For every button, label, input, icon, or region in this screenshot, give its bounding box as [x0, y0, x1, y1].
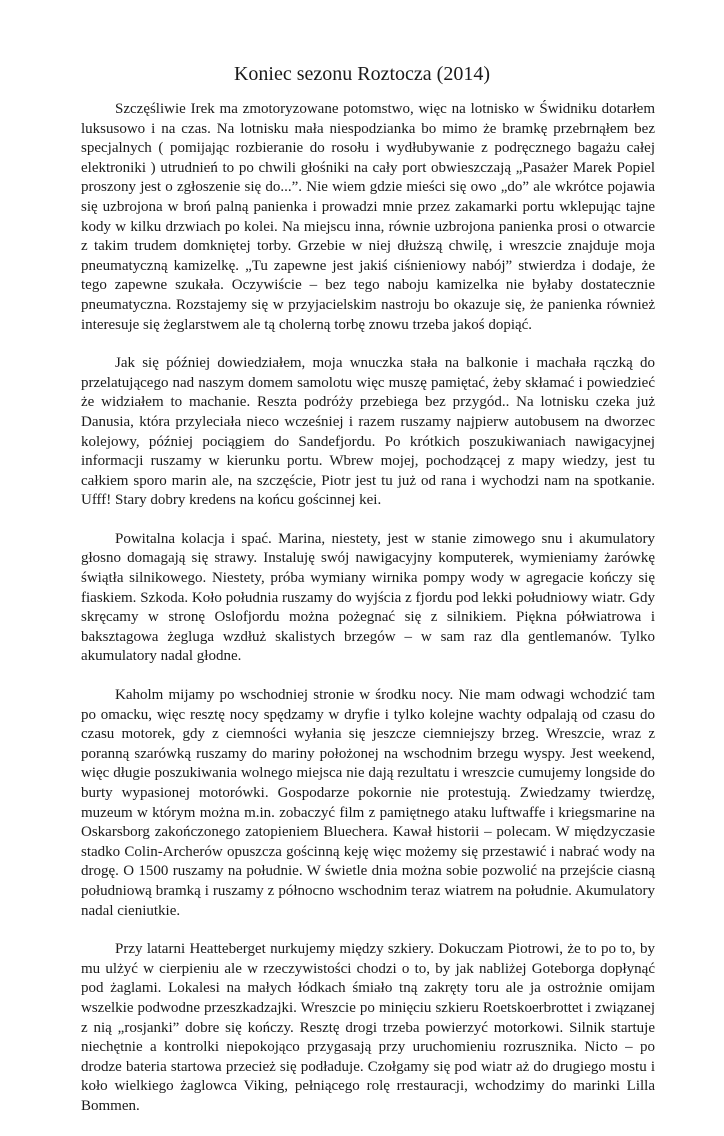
document-title: Koniec sezonu Roztocza (2014) — [233, 63, 490, 85]
paragraph-1: Szczęśliwie Irek ma zmotoryzowane potomstwo, więc na lotnisko w Świdniku dotarłem luksusowo i na czas. Na lotnisku mała niespodzianka bo mimo że bramkę przebrnąłem bez specjalnych ( pomijając rozbieranie do rosołu i wydłubywanie z podręcznego bagażu całej elektroniki ) utrudnień to po chwili głośniki na cały port obwieszczają „Pasażer Marek Popiel proszony jest o zgłoszenie się do...”. Nie wiem gdzie mieści się owo „do” ale wkrótce pojawia się uzbrojona w broń palną panienka i prowadzi mnie przez zakamarki portu wklepując tajne kody w kilku drzwiach po kolei. Na miejscu inna, równie uzbrojona panienka prosi o otwarcie z takim trudem domkniętej torby. Grzebie w niej dłuższą chwilę, i wreszcie znajduje moja pneumatyczną kamizelkę. „Tu zapewne jest jakiś ciśnieniowy nabój” stwierdza i dodaje, że tego zapewne szukała. Oczywiście – bez tego naboju kamizelka nie byłaby dostatecznie pneumatyczna. Rozstajemy się w przyjacielskim nastroju bo okazuje się, że panienka również interesuje się żeglarstwem ale tą cholerną torbę znowu trzeba jakoś dopiąć. — [81, 101, 655, 333]
document-body — [81, 100, 655, 1136]
paragraph-5: Przy latarni Heatteberget nurkujemy między szkiery. Dokuczam Piotrowi, że to po to, by mu ulżyć w cierpieniu ale w rzeczywistości chodzi o to, by jak nabliżej Goteborga dopłynąć pod żaglami. Lokalesi na małych łódkach śmiało tną zakręty toru ale ja ostrożnie omijam wszelkie podwodne przeszkadzajki. Wreszcie po minięciu szkieru Roetskoerbrottet i związanej z nią „rosjanki” dobre się kończy. Resztę drogi trzeba powierzyć motorkowi. Silnik startuje niechętnie a kontrolki niepokojąco przygasają przy uruchomieniu rozrusznika. Nicto – po drodze bateria startowa przecież się podładuje. Czołgamy się pod wiatr aż do drugiego mostu i koło wielkiego żaglowca Viking, pełniącego rolę rrestauracji, wchodzimy do marinki Lilla Bommen. — [81, 941, 655, 1114]
paragraph-3: Powitalna kolacja i spać. Marina, niestety, jest w stanie zimowego snu i akumulatory głosno domagają się strawy. Instaluję swój nawigacyjny komputerek, wymieniamy żarówkę świątła silnikowego. Niestety, próba wymiany wirnika pompy wody w agregacie kończy się fiaskiem. Szkoda. Koło południa ruszamy do wyjścia z fjordu pod lekki południowy wiatr. Gdy skręcamy w stronę Oslofjordu można pożegnać się z silnikiem. Piękna półwiatrowa i baksztagowa żegluga wzdłuż skalistych brzegów – w sam raz dla gentlemanów. Tylko akumulatory nadal głodne. — [81, 530, 655, 665]
paragraph-4: Kaholm mijamy po wschodniej stronie w środku nocy. Nie mam odwagi wchodzić tam po omacku, więc resztę nocy spędzamy w dryfie i tylko kolejne wachty odpalają od czasu do czasu motorek, gdy z ciemności wyłania się jeszcze ciemniejszy brzeg. Wreszcie, wraz z poranną szarówką ruszamy do mariny położonej na wschodnim brzegu wyspy. Jest weekend, więc długie poszukiwania wolnego miejsca nie dają rezultatu i wreszcie cumujemy longside do burty wypasionej motorówki. Gospodarze pokornie nie protestują. Zwiedzamy twierdzę, muzeum w którym można m.in. zobaczyć film z pamiętnego ataku luftwaffe i kriegsmarine na Oskarsborg zakończonego zatopieniem Bluechera. Kawał historii – polecam. W międzyczasie stadko Colin-Archerów opuszcza gościnną keję więc możemy się przestawić i nabrać wody na drogę. O 1500 ruszamy na południe. W świetle dnia można sobie pozwolić na przejście ciasną południową bramką i ruszamy z północno wschodnim teraz wiatrem na południe. Akumulatory nadal cieniutkie. — [81, 687, 655, 919]
paragraph-2: Jak się później dowiedziałem, moja wnuczka stała na balkonie i machała rączką do przelatującego nad naszym domem samolotu więc muszę pamiętać, żeby skłamać i powiedzieć że widziałem to machanie. Reszta podróży przebiega bez przygód.. Na lotnisku czeka już Danusia, która przyleciała nieco wcześniej i razem ruszamy najpierw autobusem na dworzec kolejowy, później pociągiem do Sandefjordu. Po krótkich poszukiwaniach nawigacyjnej informacji ruszamy w kierunku portu. Wbrew mojej, pochodzącej z mapy wiedzy, jest tu całkiem sporo marin ale, na szczęście, Piotr jest tu już od rana i wychodzi nam na spotkanie. Ufff! Stary dobry kredens na końcu gościnnej kei. — [81, 355, 655, 509]
